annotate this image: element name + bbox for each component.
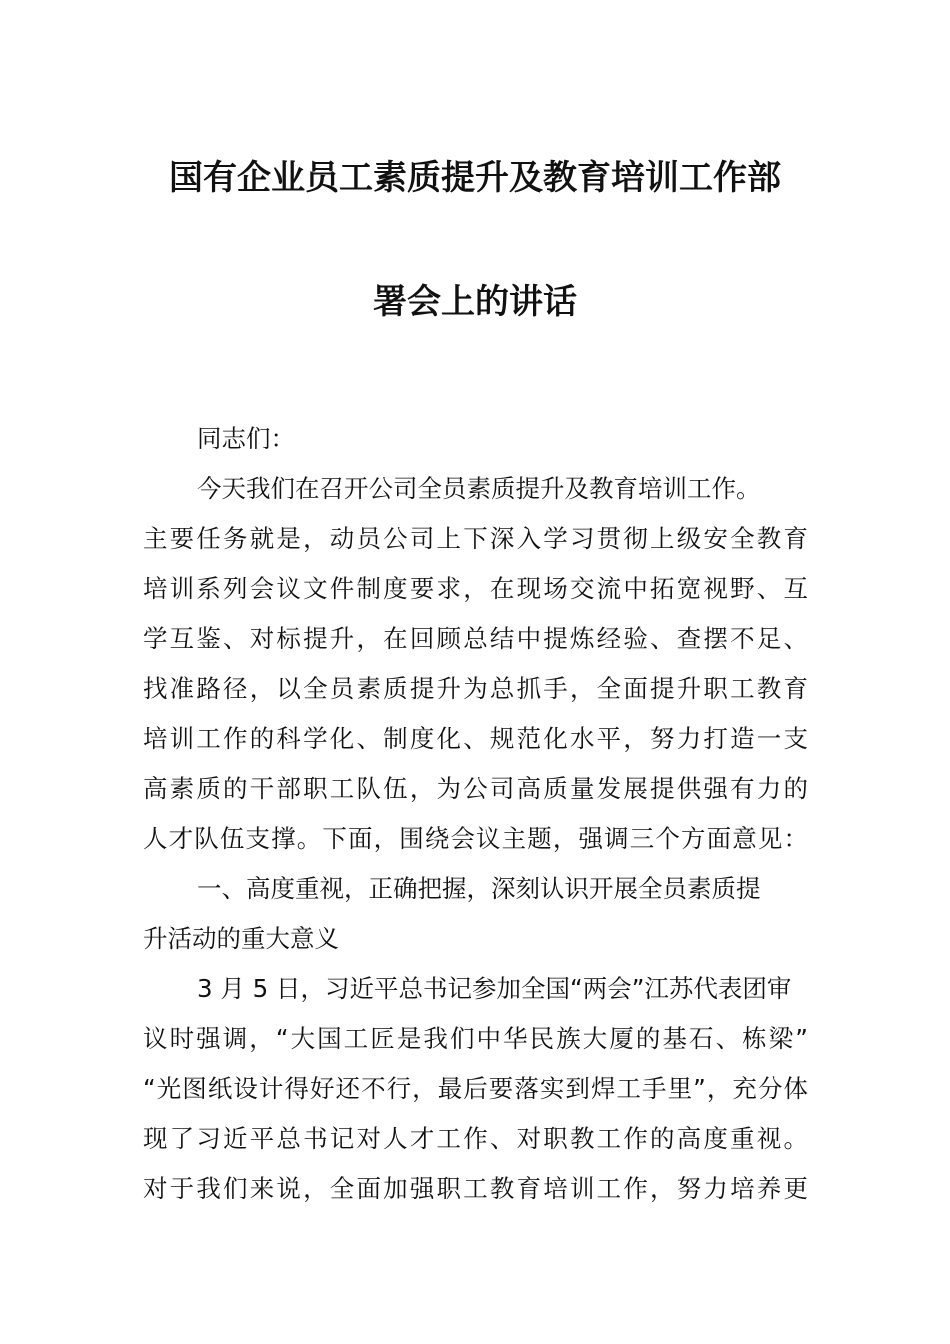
paragraph-line: 今天我们在召开公司全员素质提升及教育培训工作。: [197, 474, 761, 503]
paragraph-line: 3 月 5 日，习近平总书记参加全国“两会”江苏代表团审: [197, 974, 792, 1003]
document-body: [143, 414, 808, 1214]
paragraph-line: 培训系列会议文件制度要求，在现场交流中拓宽视野、互: [143, 574, 808, 603]
paragraph-line: 主要任务就是，动员公司上下深入学习贯彻上级安全教育: [143, 524, 808, 553]
document-title-line-1: 国有企业员工素质提升及教育培训工作部: [169, 158, 781, 198]
salutation: 同志们：: [197, 424, 295, 453]
paragraph-line: 现了习近平总书记对人才工作、对职教工作的高度重视。: [143, 1124, 808, 1153]
document-title-line-2: 署会上的讲话: [373, 282, 577, 322]
section-heading-line: 一、高度重视，正确把握，深刻认识开展全员素质提: [197, 874, 761, 903]
section-heading-line: 升活动的重大意义: [143, 924, 339, 953]
paragraph-line: 学互鉴、对标提升，在回顾总结中提炼经验、查摆不足、: [143, 624, 808, 653]
paragraph-line: 对于我们来说，全面加强职工教育培训工作，努力培养更: [143, 1174, 808, 1203]
paragraph-line: 人才队伍支撑。下面，围绕会议主题，强调三个方面意见：: [143, 824, 808, 853]
paragraph-line: 议时强调，“大国工匠是我们中华民族大厦的基石、栋梁”: [143, 1024, 808, 1053]
paragraph-line: 培训工作的科学化、制度化、规范化水平，努力打造一支: [143, 724, 808, 753]
paragraph-line: 找准路径，以全员素质提升为总抓手，全面提升职工教育: [143, 674, 808, 703]
paragraph-line: 高素质的干部职工队伍，为公司高质量发展提供强有力的: [143, 774, 808, 803]
paragraph-line: “光图纸设计得好还不行，最后要落实到焊工手里”，充分体: [143, 1074, 808, 1103]
